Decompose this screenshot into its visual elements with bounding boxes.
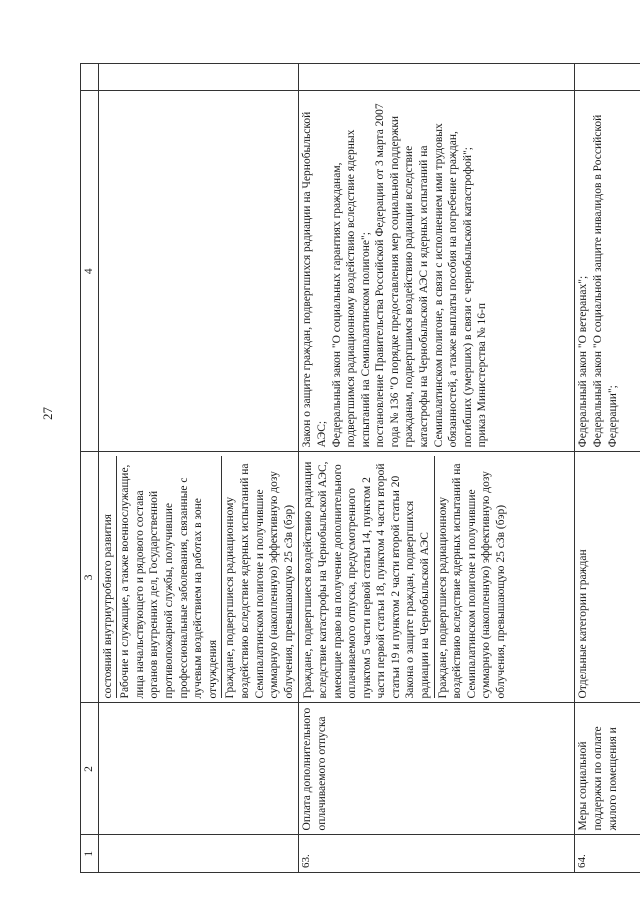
- categories-cell: [98, 452, 299, 703]
- spacer-cell: [299, 64, 575, 91]
- table-row-64: [575, 64, 640, 873]
- table-column-header-row: [81, 64, 99, 873]
- measure-title: [98, 703, 299, 835]
- legal-basis-cell: [98, 91, 299, 452]
- category-item: состояний внутриутробного развития: [101, 514, 114, 699]
- column-header-3: 3: [81, 452, 99, 703]
- spacer-cell: [575, 64, 640, 91]
- column-header-2: 2: [81, 703, 99, 835]
- legal-basis-cell: [575, 91, 640, 452]
- row-number: 64.: [575, 835, 640, 873]
- column-header-spacer: [81, 64, 99, 91]
- law-reference: Федеральный закон "О социальной защите инвалидов в Российской Федерации";: [591, 114, 619, 448]
- law-reference: Закон о защите граждан, подвергшихся радиации на Чернобыльской АЭС;: [301, 111, 328, 448]
- legal-basis-cell: [299, 91, 575, 452]
- row-number: 63.: [299, 835, 575, 873]
- categories-cell: Отдельные категории граждан: [575, 452, 640, 703]
- row-number: [98, 835, 299, 873]
- table-row-63: [299, 64, 575, 873]
- measure-title: Меры социальной поддержки по оплате жилого помещения и: [575, 703, 640, 835]
- law-reference: Федеральный закон "О ветеранах";: [577, 275, 590, 448]
- category-item: Рабочие и служащие, а также военнослужащие, лица начальствующего и рядового состава органов внутренних дел, Государственной противопожарной службы, получившие профессиональные заболевания, связанные с лучевым воздействием на работах в зоне отчуждения: [116, 456, 221, 698]
- spacer-cell: [98, 64, 299, 91]
- category-item: Граждане, подвергшиеся воздействию радиации вследствие катастрофы на Чернобыльской АЭС, имеющие право на получение дополнительного оплачиваемого отпуска, предусмотренного пунктом 5 части первой статьи 14, пунктом 2 части первой статьи 18, пунктом 4 части второй статьи 19 и пунктом 2 части второй статьи 20 Закона о защите граждан, подвергшихся радиации на Чернобыльской АЭС: [302, 461, 432, 699]
- category-item: Граждане, подвергшиеся радиационному воздействию вследствие ядерных испытаний на Семипалатинском полигоне и получившие суммарную (накопленную) эффективную дозу облучения, превышающую 25 сЗв (бэр): [434, 456, 510, 698]
- page-number: 27: [40, 407, 55, 420]
- column-header-1: 1: [81, 835, 99, 873]
- law-reference: постановление Правительства Российской Федерации от 3 марта 2007 года № 136 "О порядке предоставления мер социальной поддержки гражданам, подвергшимся воздействию радиации вследствие катастрофы на Чернобыльской АЭС и ядерных испытаний на Семипалатинском полигоне, в связи с исполнением ими трудовых обязанностей, а также выплаты пособия на погребение граждан, погибших (умерших) в связи с чернобыльской катастрофой";: [374, 103, 474, 448]
- law-reference: приказ Министерства № 16-п: [476, 302, 489, 448]
- measure-title: Оплата дополнительного оплачиваемого отпуска: [299, 703, 575, 835]
- rotated-table-container: [80, 63, 619, 873]
- benefits-table: [80, 63, 640, 873]
- categories-cell: [299, 452, 575, 703]
- table-row-continuation: [98, 64, 299, 873]
- category-item: Граждане, подвергшиеся радиационному воздействию вследствие ядерных испытаний на Семипалатинском полигоне и получившие суммарную (накопленную) эффективную дозу облучения, превышающую 25 сЗв (бэр): [221, 456, 297, 698]
- law-reference: Федеральный закон "О социальных гарантиях гражданам, подвергшимся радиационному воздействию вследствие ядерных испытаний на Семипалатинском полигоне";: [330, 129, 372, 448]
- column-header-4: 4: [81, 91, 99, 452]
